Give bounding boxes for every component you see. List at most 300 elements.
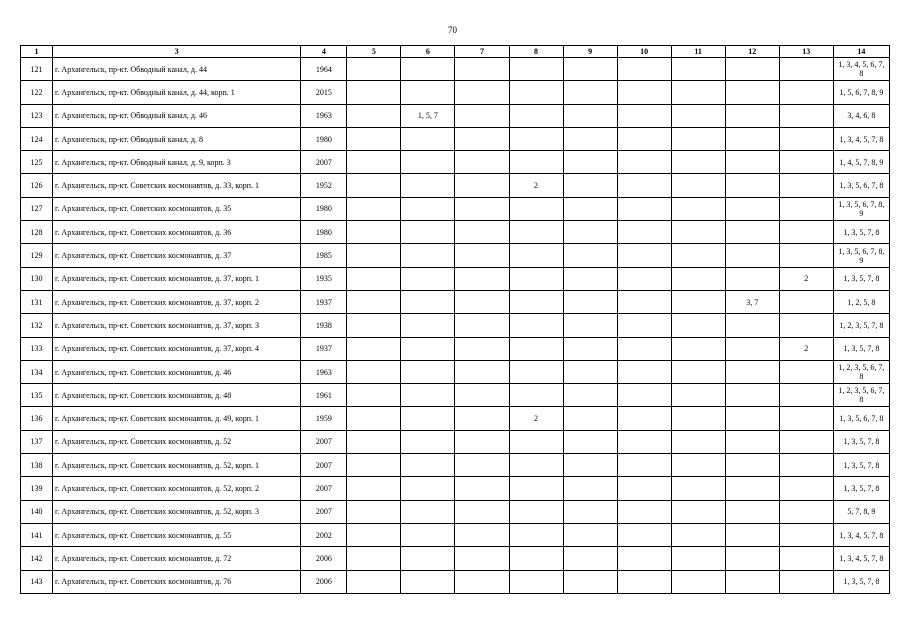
table-row bbox=[21, 81, 890, 104]
col-8-cell bbox=[509, 360, 563, 383]
col-14-cell: 1, 3, 5, 7, 8 bbox=[833, 454, 889, 477]
col-11-cell bbox=[671, 547, 725, 570]
col-13-cell bbox=[779, 430, 833, 453]
col-13-cell bbox=[779, 127, 833, 150]
col-12-cell bbox=[725, 151, 779, 174]
col-6-cell bbox=[401, 523, 455, 546]
row-number-cell: 124 bbox=[21, 127, 53, 150]
col-7-cell bbox=[455, 500, 509, 523]
col-11-cell bbox=[671, 384, 725, 407]
col-5-cell bbox=[347, 570, 401, 593]
col-13-cell bbox=[779, 174, 833, 197]
col-7-cell bbox=[455, 430, 509, 453]
col-11-cell bbox=[671, 290, 725, 313]
col-6-cell bbox=[401, 570, 455, 593]
col-6-cell bbox=[401, 407, 455, 430]
col-8-cell bbox=[509, 197, 563, 220]
col-10-cell bbox=[617, 174, 671, 197]
col-7-cell bbox=[455, 151, 509, 174]
col-7-cell bbox=[455, 104, 509, 127]
col-12-cell bbox=[725, 221, 779, 244]
address-cell: г. Архангельск, пр-кт. Советских космонавтов, д. 49, корп. 1 bbox=[53, 407, 301, 430]
col-11-cell bbox=[671, 337, 725, 360]
col-11-cell bbox=[671, 267, 725, 290]
col-5-cell bbox=[347, 221, 401, 244]
address-cell: г. Архангельск, пр-кт. Советских космонавтов, д. 37 bbox=[53, 244, 301, 267]
year-cell: 2007 bbox=[301, 151, 347, 174]
year-cell: 1963 bbox=[301, 104, 347, 127]
col-5-cell bbox=[347, 454, 401, 477]
col-8-cell bbox=[509, 547, 563, 570]
row-number-cell: 129 bbox=[21, 244, 53, 267]
col-11-cell bbox=[671, 58, 725, 81]
col-12-cell bbox=[725, 523, 779, 546]
col-8-cell bbox=[509, 523, 563, 546]
col-13-cell bbox=[779, 81, 833, 104]
col-5-cell bbox=[347, 523, 401, 546]
col-14-cell: 1, 2, 5, 8 bbox=[833, 290, 889, 313]
address-cell: г. Архангельск, пр-кт. Советских космонавтов, д. 55 bbox=[53, 523, 301, 546]
row-number-cell: 125 bbox=[21, 151, 53, 174]
col-14-cell: 1, 3, 5, 7, 8 bbox=[833, 430, 889, 453]
address-cell: г. Архангельск, пр-кт. Советских космонавтов, д. 35 bbox=[53, 197, 301, 220]
col-10-cell bbox=[617, 454, 671, 477]
row-number-cell: 121 bbox=[21, 58, 53, 81]
col-7-cell bbox=[455, 570, 509, 593]
col-12-cell bbox=[725, 197, 779, 220]
address-cell: г. Архангельск, пр-кт. Советских космонавтов, д. 33, корп. 1 bbox=[53, 174, 301, 197]
column-header: 9 bbox=[563, 46, 617, 58]
col-9-cell bbox=[563, 58, 617, 81]
col-7-cell bbox=[455, 384, 509, 407]
col-11-cell bbox=[671, 127, 725, 150]
col-8-cell bbox=[509, 477, 563, 500]
col-14-cell: 1, 3, 4, 5, 7, 8 bbox=[833, 523, 889, 546]
col-14-cell: 1, 3, 5, 7, 8 bbox=[833, 477, 889, 500]
col-12-cell bbox=[725, 104, 779, 127]
page-number: 70 bbox=[448, 25, 457, 35]
address-cell: г. Архангельск, пр-кт. Советских космонавтов, д. 37, корп. 3 bbox=[53, 314, 301, 337]
table-row bbox=[21, 500, 890, 523]
col-13-cell bbox=[779, 104, 833, 127]
col-12-cell bbox=[725, 384, 779, 407]
col-14-cell: 1, 3, 5, 7, 8 bbox=[833, 337, 889, 360]
col-7-cell bbox=[455, 244, 509, 267]
col-11-cell bbox=[671, 430, 725, 453]
col-11-cell bbox=[671, 314, 725, 337]
col-10-cell bbox=[617, 500, 671, 523]
col-9-cell bbox=[563, 547, 617, 570]
col-11-cell bbox=[671, 174, 725, 197]
col-13-cell bbox=[779, 58, 833, 81]
col-9-cell bbox=[563, 500, 617, 523]
table-row bbox=[21, 337, 890, 360]
address-cell: г. Архангельск, пр-кт. Обводный канал, д. 46 bbox=[53, 104, 301, 127]
col-9-cell bbox=[563, 337, 617, 360]
col-11-cell bbox=[671, 221, 725, 244]
col-13-cell bbox=[779, 221, 833, 244]
year-cell: 1963 bbox=[301, 360, 347, 383]
year-cell: 1937 bbox=[301, 337, 347, 360]
row-number-cell: 143 bbox=[21, 570, 53, 593]
col-9-cell bbox=[563, 570, 617, 593]
col-8-cell bbox=[509, 384, 563, 407]
col-5-cell bbox=[347, 58, 401, 81]
address-cell: г. Архангельск, пр-кт. Советских космонавтов, д. 48 bbox=[53, 384, 301, 407]
col-14-cell: 1, 3, 5, 6, 7, 8, 9 bbox=[833, 197, 889, 220]
col-14-cell: 1, 3, 5, 6, 7, 8 bbox=[833, 407, 889, 430]
col-14-cell: 1, 3, 5, 7, 8 bbox=[833, 221, 889, 244]
col-7-cell bbox=[455, 174, 509, 197]
col-11-cell bbox=[671, 104, 725, 127]
row-number-cell: 137 bbox=[21, 430, 53, 453]
col-10-cell bbox=[617, 547, 671, 570]
col-9-cell bbox=[563, 174, 617, 197]
col-6-cell bbox=[401, 151, 455, 174]
col-5-cell bbox=[347, 197, 401, 220]
col-14-cell: 1, 3, 4, 5, 7, 8 bbox=[833, 547, 889, 570]
col-6-cell bbox=[401, 384, 455, 407]
table-row bbox=[21, 151, 890, 174]
col-7-cell bbox=[455, 267, 509, 290]
col-8-cell bbox=[509, 570, 563, 593]
col-5-cell bbox=[347, 384, 401, 407]
year-cell: 2006 bbox=[301, 570, 347, 593]
table-row bbox=[21, 430, 890, 453]
year-cell: 2015 bbox=[301, 81, 347, 104]
col-5-cell bbox=[347, 360, 401, 383]
col-7-cell bbox=[455, 127, 509, 150]
table-row bbox=[21, 407, 890, 430]
col-14-cell: 1, 2, 3, 5, 6, 7, 8 bbox=[833, 360, 889, 383]
col-8-cell bbox=[509, 454, 563, 477]
col-11-cell bbox=[671, 500, 725, 523]
row-number-cell: 127 bbox=[21, 197, 53, 220]
col-8-cell bbox=[509, 221, 563, 244]
col-12-cell bbox=[725, 267, 779, 290]
col-13-cell bbox=[779, 360, 833, 383]
col-8-cell: 2 bbox=[509, 174, 563, 197]
col-11-cell bbox=[671, 570, 725, 593]
table-row bbox=[21, 267, 890, 290]
col-8-cell bbox=[509, 430, 563, 453]
row-number-cell: 126 bbox=[21, 174, 53, 197]
col-6-cell bbox=[401, 197, 455, 220]
col-9-cell bbox=[563, 104, 617, 127]
col-10-cell bbox=[617, 477, 671, 500]
column-header: 7 bbox=[455, 46, 509, 58]
address-cell: г. Архангельск, пр-кт. Обводный канал, д. 44, корп. 1 bbox=[53, 81, 301, 104]
col-10-cell bbox=[617, 407, 671, 430]
col-9-cell bbox=[563, 81, 617, 104]
col-6-cell bbox=[401, 500, 455, 523]
col-8-cell bbox=[509, 314, 563, 337]
col-10-cell bbox=[617, 58, 671, 81]
col-11-cell bbox=[671, 244, 725, 267]
col-12-cell bbox=[725, 58, 779, 81]
row-number-cell: 135 bbox=[21, 384, 53, 407]
year-cell: 1980 bbox=[301, 127, 347, 150]
year-cell: 1985 bbox=[301, 244, 347, 267]
col-6-cell bbox=[401, 267, 455, 290]
col-13-cell bbox=[779, 314, 833, 337]
table-row bbox=[21, 570, 890, 593]
col-9-cell bbox=[563, 430, 617, 453]
col-12-cell bbox=[725, 454, 779, 477]
col-12-cell bbox=[725, 547, 779, 570]
column-header: 3 bbox=[53, 46, 301, 58]
col-7-cell bbox=[455, 197, 509, 220]
col-13-cell bbox=[779, 570, 833, 593]
year-cell: 1980 bbox=[301, 197, 347, 220]
column-header: 8 bbox=[509, 46, 563, 58]
table-row bbox=[21, 104, 890, 127]
col-7-cell bbox=[455, 314, 509, 337]
col-6-cell bbox=[401, 360, 455, 383]
year-cell: 1959 bbox=[301, 407, 347, 430]
col-8-cell bbox=[509, 104, 563, 127]
col-8-cell bbox=[509, 81, 563, 104]
table-row bbox=[21, 221, 890, 244]
col-14-cell: 1, 4, 5, 7, 8, 9 bbox=[833, 151, 889, 174]
address-cell: г. Архангельск, пр-кт. Советских космонавтов, д. 52, корп. 1 bbox=[53, 454, 301, 477]
col-6-cell bbox=[401, 314, 455, 337]
col-8-cell bbox=[509, 58, 563, 81]
year-cell: 2007 bbox=[301, 454, 347, 477]
col-13-cell bbox=[779, 151, 833, 174]
year-cell: 2007 bbox=[301, 500, 347, 523]
col-8-cell bbox=[509, 337, 563, 360]
col-7-cell bbox=[455, 407, 509, 430]
col-9-cell bbox=[563, 454, 617, 477]
col-5-cell bbox=[347, 500, 401, 523]
table-row bbox=[21, 290, 890, 313]
col-11-cell bbox=[671, 477, 725, 500]
col-14-cell: 1, 2, 3, 5, 6, 7, 8 bbox=[833, 384, 889, 407]
col-14-cell: 1, 3, 4, 5, 7, 8 bbox=[833, 127, 889, 150]
table-row bbox=[21, 454, 890, 477]
col-6-cell bbox=[401, 58, 455, 81]
row-number-cell: 123 bbox=[21, 104, 53, 127]
table-row bbox=[21, 547, 890, 570]
col-12-cell bbox=[725, 174, 779, 197]
column-header: 10 bbox=[617, 46, 671, 58]
col-9-cell bbox=[563, 290, 617, 313]
col-9-cell bbox=[563, 523, 617, 546]
year-cell: 2007 bbox=[301, 477, 347, 500]
col-9-cell bbox=[563, 314, 617, 337]
header-row bbox=[21, 46, 890, 58]
row-number-cell: 122 bbox=[21, 81, 53, 104]
col-13-cell bbox=[779, 197, 833, 220]
col-5-cell bbox=[347, 337, 401, 360]
table-row bbox=[21, 174, 890, 197]
col-6-cell bbox=[401, 337, 455, 360]
col-5-cell bbox=[347, 151, 401, 174]
col-6-cell bbox=[401, 290, 455, 313]
col-8-cell bbox=[509, 267, 563, 290]
col-5-cell bbox=[347, 477, 401, 500]
year-cell: 1937 bbox=[301, 290, 347, 313]
year-cell: 1952 bbox=[301, 174, 347, 197]
col-14-cell: 5, 7, 8, 9 bbox=[833, 500, 889, 523]
row-number-cell: 138 bbox=[21, 454, 53, 477]
year-cell: 2007 bbox=[301, 430, 347, 453]
col-8-cell bbox=[509, 151, 563, 174]
col-12-cell bbox=[725, 500, 779, 523]
col-6-cell bbox=[401, 454, 455, 477]
col-7-cell bbox=[455, 547, 509, 570]
col-13-cell bbox=[779, 290, 833, 313]
col-9-cell bbox=[563, 407, 617, 430]
col-10-cell bbox=[617, 384, 671, 407]
table-row bbox=[21, 360, 890, 383]
col-5-cell bbox=[347, 244, 401, 267]
col-9-cell bbox=[563, 221, 617, 244]
col-10-cell bbox=[617, 197, 671, 220]
col-11-cell bbox=[671, 523, 725, 546]
col-12-cell bbox=[725, 477, 779, 500]
col-11-cell bbox=[671, 407, 725, 430]
col-6-cell: 1, 5, 7 bbox=[401, 104, 455, 127]
address-cell: г. Архангельск, пр-кт. Советских космонавтов, д. 52, корп. 2 bbox=[53, 477, 301, 500]
col-10-cell bbox=[617, 290, 671, 313]
col-13-cell bbox=[779, 384, 833, 407]
col-9-cell bbox=[563, 197, 617, 220]
col-7-cell bbox=[455, 81, 509, 104]
address-cell: г. Архангельск, пр-кт. Обводный канал, д. 8 bbox=[53, 127, 301, 150]
year-cell: 1964 bbox=[301, 58, 347, 81]
row-number-cell: 141 bbox=[21, 523, 53, 546]
col-13-cell: 2 bbox=[779, 267, 833, 290]
col-10-cell bbox=[617, 430, 671, 453]
col-9-cell bbox=[563, 127, 617, 150]
table-row bbox=[21, 127, 890, 150]
col-11-cell bbox=[671, 151, 725, 174]
col-14-cell: 1, 5, 6, 7, 8, 9 bbox=[833, 81, 889, 104]
col-11-cell bbox=[671, 454, 725, 477]
col-14-cell: 3, 4, 6, 8 bbox=[833, 104, 889, 127]
col-6-cell bbox=[401, 430, 455, 453]
col-6-cell bbox=[401, 547, 455, 570]
col-5-cell bbox=[347, 104, 401, 127]
address-cell: г. Архангельск, пр-кт. Обводный канал, д. 44 bbox=[53, 58, 301, 81]
col-12-cell bbox=[725, 244, 779, 267]
column-header: 11 bbox=[671, 46, 725, 58]
col-11-cell bbox=[671, 81, 725, 104]
col-8-cell bbox=[509, 290, 563, 313]
col-5-cell bbox=[347, 174, 401, 197]
col-7-cell bbox=[455, 454, 509, 477]
address-cell: г. Архангельск, пр-кт. Советских космонавтов, д. 72 bbox=[53, 547, 301, 570]
col-12-cell bbox=[725, 430, 779, 453]
col-10-cell bbox=[617, 314, 671, 337]
col-9-cell bbox=[563, 151, 617, 174]
table-row bbox=[21, 58, 890, 81]
address-cell: г. Архангельск, пр-кт. Советских космонавтов, д. 76 bbox=[53, 570, 301, 593]
col-9-cell bbox=[563, 267, 617, 290]
col-12-cell bbox=[725, 127, 779, 150]
col-7-cell bbox=[455, 337, 509, 360]
row-number-cell: 136 bbox=[21, 407, 53, 430]
col-5-cell bbox=[347, 81, 401, 104]
col-13-cell bbox=[779, 477, 833, 500]
col-9-cell bbox=[563, 244, 617, 267]
col-6-cell bbox=[401, 127, 455, 150]
col-8-cell bbox=[509, 244, 563, 267]
col-14-cell: 1, 3, 5, 6, 7, 8 bbox=[833, 174, 889, 197]
col-5-cell bbox=[347, 290, 401, 313]
col-10-cell bbox=[617, 523, 671, 546]
col-6-cell bbox=[401, 81, 455, 104]
column-header: 14 bbox=[833, 46, 889, 58]
address-cell: г. Архангельск, пр-кт. Советских космонавтов, д. 36 bbox=[53, 221, 301, 244]
data-table bbox=[20, 45, 890, 594]
col-11-cell bbox=[671, 360, 725, 383]
col-6-cell bbox=[401, 221, 455, 244]
col-6-cell bbox=[401, 477, 455, 500]
address-cell: г. Архангельск, пр-кт. Советских космонавтов, д. 52 bbox=[53, 430, 301, 453]
col-5-cell bbox=[347, 267, 401, 290]
col-9-cell bbox=[563, 384, 617, 407]
col-7-cell bbox=[455, 290, 509, 313]
year-cell: 1938 bbox=[301, 314, 347, 337]
column-header: 6 bbox=[401, 46, 455, 58]
year-cell: 2002 bbox=[301, 523, 347, 546]
col-10-cell bbox=[617, 360, 671, 383]
col-7-cell bbox=[455, 58, 509, 81]
col-10-cell bbox=[617, 127, 671, 150]
col-6-cell bbox=[401, 244, 455, 267]
year-cell: 1980 bbox=[301, 221, 347, 244]
row-number-cell: 133 bbox=[21, 337, 53, 360]
col-7-cell bbox=[455, 477, 509, 500]
table-row bbox=[21, 477, 890, 500]
col-10-cell bbox=[617, 221, 671, 244]
address-cell: г. Архангельск, пр-кт. Советских космонавтов, д. 52, корп. 3 bbox=[53, 500, 301, 523]
col-12-cell bbox=[725, 337, 779, 360]
address-cell: г. Архангельск, пр-кт. Советских космонавтов, д. 46 bbox=[53, 360, 301, 383]
col-5-cell bbox=[347, 407, 401, 430]
row-number-cell: 134 bbox=[21, 360, 53, 383]
col-13-cell bbox=[779, 500, 833, 523]
col-12-cell bbox=[725, 314, 779, 337]
row-number-cell: 128 bbox=[21, 221, 53, 244]
address-cell: г. Архангельск, пр-кт. Советских космонавтов, д. 37, корп. 2 bbox=[53, 290, 301, 313]
col-8-cell bbox=[509, 500, 563, 523]
col-8-cell: 2 bbox=[509, 407, 563, 430]
address-cell: г. Архангельск, пр-кт. Советских космонавтов, д. 37, корп. 1 bbox=[53, 267, 301, 290]
row-number-cell: 140 bbox=[21, 500, 53, 523]
address-cell: г. Архангельск, пр-кт. Обводный канал, д. 9, корп. 3 bbox=[53, 151, 301, 174]
year-cell: 1935 bbox=[301, 267, 347, 290]
col-14-cell: 1, 3, 5, 6, 7, 8, 9 bbox=[833, 244, 889, 267]
col-10-cell bbox=[617, 151, 671, 174]
row-number-cell: 131 bbox=[21, 290, 53, 313]
table-row bbox=[21, 384, 890, 407]
col-14-cell: 1, 3, 5, 7, 8 bbox=[833, 570, 889, 593]
col-5-cell bbox=[347, 314, 401, 337]
col-10-cell bbox=[617, 267, 671, 290]
column-header: 5 bbox=[347, 46, 401, 58]
column-header: 4 bbox=[301, 46, 347, 58]
row-number-cell: 132 bbox=[21, 314, 53, 337]
column-header: 12 bbox=[725, 46, 779, 58]
row-number-cell: 139 bbox=[21, 477, 53, 500]
col-13-cell: 2 bbox=[779, 337, 833, 360]
col-14-cell: 1, 3, 4, 5, 6, 7, 8 bbox=[833, 58, 889, 81]
col-10-cell bbox=[617, 244, 671, 267]
